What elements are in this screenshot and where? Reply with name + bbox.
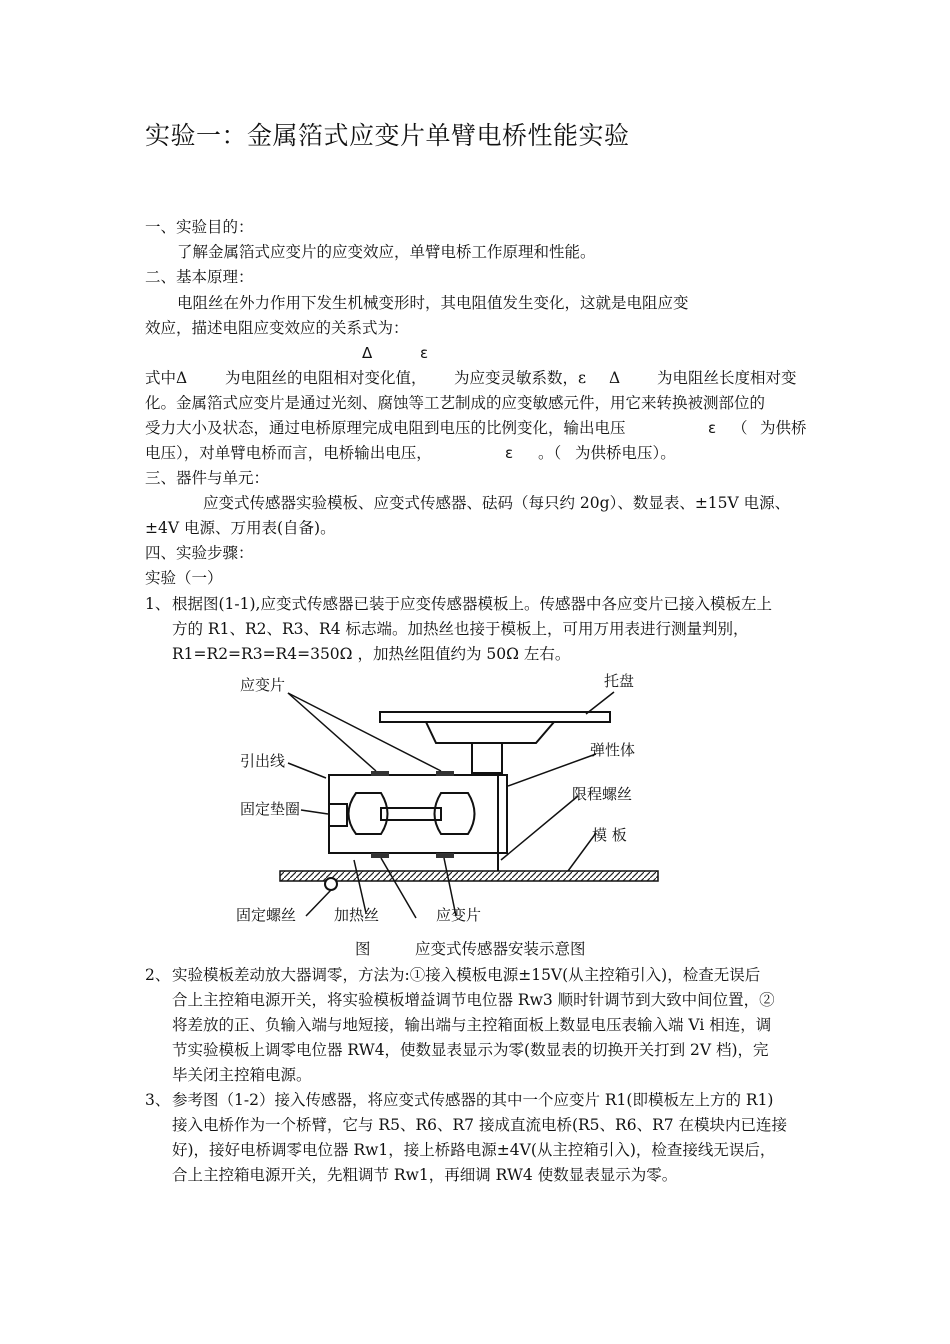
principle-p2-b: 为电阻丝的电阻相对变化值，: [225, 369, 427, 387]
label-tray: 托盘: [604, 672, 635, 690]
label-fixing-screw: 固定螺丝: [236, 906, 297, 924]
label-limit-screw: 限程螺丝: [572, 785, 633, 803]
step1-line-2: 方的 R1、R2、R3、R4 标志端。加热丝也接于模板上，可用万用表进行测量判别，: [172, 620, 749, 638]
purpose-text: 了解金属箔式应变片的应变效应，单臂电桥工作原理和性能。: [177, 243, 596, 261]
principle-p2-line4d: 为供桥电压）。: [575, 444, 676, 462]
step2-line-2: 合上主控箱电源开关，将实验模板增益调节电位器 Rw3 顺时针调节到大致中间位置，②: [172, 991, 775, 1009]
formula-epsilon: ε: [420, 344, 429, 362]
principle-p2-line2: 化。金属箔式应变片是通过光刻、腐蚀等工艺制成的应变敏感元件，用它来转换被测部位的: [145, 394, 766, 412]
fixing-washer: [329, 804, 347, 826]
tray-stem: [472, 743, 502, 773]
principle-p2-line4b: ε: [505, 444, 514, 462]
figure-caption-prefix: 图: [355, 940, 371, 958]
equipment-line-2: ±4V 电源、万用表(自备)。: [145, 519, 336, 537]
figure-caption: 应变式传感器安装示意图: [415, 940, 586, 958]
label-heater: 加热丝: [334, 906, 380, 924]
label-strain-gauge-bottom: 应变片: [436, 906, 482, 924]
elastic-body: [329, 775, 507, 853]
equipment-line-1: 应变式传感器实验模板、应变式传感器、砝码（每只约 20g）、数显表、±15V 电源、: [203, 494, 791, 512]
label-elastic-body: 弹性体: [590, 741, 636, 759]
template-plate: [280, 871, 658, 881]
step3-line-1: 参考图（1-2）接入传感器，将应变式传感器的其中一个应变片 R1(即模板左上方的 R1): [172, 1091, 774, 1109]
principle-line-1: 电阻丝在外力作用下发生机械变形时，其电阻值发生变化，这就是电阻应变: [177, 294, 689, 312]
step2-line-5: 毕关闭主控箱电源。: [172, 1066, 312, 1084]
step2-line-3: 将差放的正、负输入端与地短接，输出端与主控箱面板上数显电压表输入端 Vi 相连，调: [172, 1016, 772, 1034]
step3-line-4: 合上主控箱电源开关，先粗调节 Rw1，再细调 RW4 使数显表显示为零。: [172, 1166, 678, 1184]
fixing-screw: [325, 878, 337, 890]
strain-gauge-top-left: [371, 771, 389, 776]
principle-p2-line4c: 。（: [538, 444, 562, 462]
principle-p2-a: 式中Δ: [145, 369, 188, 387]
principle-p2-d: Δ: [609, 369, 621, 387]
label-lead-wire: 引出线: [240, 752, 286, 770]
sensor-diagram: [236, 668, 660, 930]
principle-p2-line3b: ε: [708, 419, 717, 437]
step2-number: 2、: [145, 966, 171, 984]
tray: [380, 712, 610, 722]
step2-line-4: 节实验模板上调零电位器 RW4，使数显表显示为零(数显表的切换开关打到 2V 档)，完: [172, 1041, 769, 1059]
step1-line-3: R1=R2=R3=R4=350Ω ，加热丝阻值约为 50Ω 左右。: [172, 645, 571, 663]
step1-line-1: 根据图(1-1),应变式传感器已装于应变传感器模板上。传感器中各应变片已接入模板左上: [172, 595, 772, 613]
principle-p2-line3d: 为供桥: [760, 419, 807, 437]
principle-p2-line4a: 电压），对单臂电桥而言，电桥输出电压，: [145, 444, 432, 462]
step3-line-2: 接入电桥作为一个桥臂，它与 R5、R6、R7 接成直流电桥(R5、R6、R7 在模块内已连接: [172, 1116, 788, 1134]
step3-line-3: 好)，接好电桥调零电位器 Rw1，接上桥路电源±4V(从主控箱引入)，检查接线无误后，: [172, 1141, 776, 1159]
step1-number: 1、: [145, 595, 171, 613]
step3-number: 3、: [145, 1091, 171, 1109]
section-heading-equipment: 三、器件与单元：: [145, 469, 270, 487]
strain-gauge-top-right: [436, 771, 454, 776]
principle-line-2: 效应，描述电阻应变效应的关系式为：: [145, 319, 409, 337]
strain-gauge-bottom-left: [371, 853, 389, 858]
formula-delta: Δ: [362, 344, 373, 362]
section-heading-steps: 四、实验步骤：: [145, 544, 254, 562]
steps-subheading: 实验（一）: [145, 569, 223, 587]
principle-p2-e: 为电阻丝长度相对变: [657, 369, 797, 387]
principle-p2-line3a: 受力大小及状态，通过电桥原理完成电阻到电压的比例变化，输出电压: [145, 419, 626, 437]
section-heading-purpose: 一、实验目的：: [145, 218, 254, 236]
principle-p2-line3c: （: [732, 419, 748, 437]
strain-gauge-bottom-right: [436, 853, 454, 858]
principle-p2-c: 为应变灵敏系数，ε: [454, 369, 587, 387]
sensor-installation-figure: [236, 668, 660, 930]
label-strain-gauge-top: 应变片: [240, 676, 286, 694]
section-heading-principle: 二、基本原理：: [145, 268, 254, 286]
step2-line-1: 实验模板差动放大器调零，方法为:①接入模板电源±15V(从主控箱引入)，检查无误后: [172, 966, 761, 984]
page-title: 实验一：金属箔式应变片单臂电桥性能实验: [145, 121, 630, 150]
label-template: 模 板: [592, 826, 627, 844]
label-fixing-washer: 固定垫圈: [240, 800, 301, 818]
